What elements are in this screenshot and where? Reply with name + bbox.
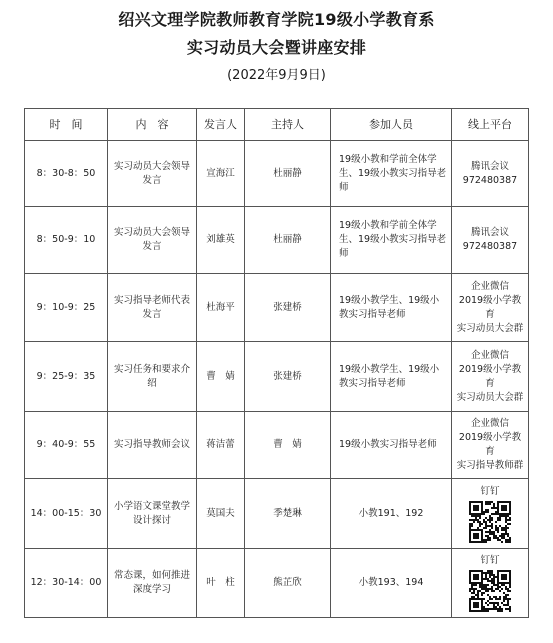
cell-time-text: 9：25-9：35 <box>36 370 96 382</box>
cell-participants-text: 19级小教和学前全体学生、19级小教实习指导老师 <box>339 220 447 259</box>
cell-participants-text: 19级小教学生、19级小教实习指导老师 <box>339 363 440 389</box>
cell-speaker-text: 曹 婧 <box>206 370 235 382</box>
cell-speaker <box>197 549 245 618</box>
cell-platform-text: 腾讯会议 972480387 <box>462 160 518 186</box>
cell-host-text: 杜丽静 <box>273 234 302 245</box>
cell-content-text: 实习动员大会领导发言 <box>113 227 190 252</box>
cell-host <box>245 274 331 342</box>
cell-content <box>108 207 197 274</box>
cell-content <box>108 479 197 549</box>
cell-participants <box>331 479 452 549</box>
cell-content <box>108 412 197 479</box>
table-row <box>25 207 529 274</box>
cell-content-text: 实习任务和要求介绍 <box>113 363 190 389</box>
column-header-time: 时 间 <box>25 109 108 141</box>
cell-platform <box>452 549 529 618</box>
qr-code-icon <box>469 570 511 612</box>
cell-time-text: 9：40-9：55 <box>36 439 96 450</box>
table-row <box>25 412 529 479</box>
cell-participants <box>331 141 452 207</box>
cell-participants-text: 19级小教学生、19级小教实习指导老师 <box>339 294 440 320</box>
cell-speaker-text: 叶 柱 <box>206 577 235 588</box>
cell-platform-text: 腾讯会议 972480387 <box>462 227 518 252</box>
cell-speaker <box>197 412 245 479</box>
cell-speaker-text: 刘雄英 <box>206 234 235 245</box>
cell-participants <box>331 412 452 479</box>
cell-platform <box>452 342 529 412</box>
cell-platform-text: 企业微信 2019级小学教育 实习动员大会群 <box>456 280 524 334</box>
cell-speaker <box>197 342 245 412</box>
cell-speaker <box>197 479 245 549</box>
cell-content <box>108 549 197 618</box>
cell-host <box>245 342 331 412</box>
cell-time-text: 8：30-8：50 <box>36 167 96 179</box>
cell-participants <box>331 207 452 274</box>
cell-speaker-text: 蒋洁蕾 <box>206 439 235 450</box>
cell-content-text: 常态课，如何推进深度学习 <box>113 570 190 595</box>
cell-host <box>245 479 331 549</box>
table-row <box>25 549 529 618</box>
cell-host-text: 杜丽静 <box>273 167 302 179</box>
schedule-table <box>24 108 529 618</box>
cell-speaker <box>197 207 245 274</box>
table-row <box>25 342 529 412</box>
cell-content <box>108 342 197 412</box>
cell-speaker-text: 杜海平 <box>206 301 235 313</box>
cell-participants <box>331 342 452 412</box>
column-header-content: 内 容 <box>108 109 197 141</box>
cell-time <box>25 479 108 549</box>
cell-participants-text: 19级小教和学前全体学生、19级小教实习指导老师 <box>339 153 447 193</box>
cell-platform <box>452 274 529 342</box>
cell-speaker <box>197 141 245 207</box>
cell-platform <box>452 412 529 479</box>
cell-speaker-text: 宣海江 <box>206 167 235 179</box>
cell-time-text: 9：10-9：25 <box>36 301 96 313</box>
cell-platform <box>452 479 529 549</box>
cell-time <box>25 549 108 618</box>
cell-content-text: 实习动员大会领导发言 <box>113 160 190 186</box>
table-header-row <box>25 109 529 141</box>
page-title: 绍兴文理学院教师教育学院19级小学教育系 <box>118 10 435 29</box>
cell-time-text: 12：30-14：00 <box>30 577 102 588</box>
platform-label: 钉钉 <box>480 485 500 497</box>
cell-content-text: 实习指导教师会议 <box>113 439 190 450</box>
cell-host <box>245 207 331 274</box>
cell-content <box>108 274 197 342</box>
cell-speaker <box>197 274 245 342</box>
cell-participants-text: 小教193、194 <box>358 577 424 588</box>
cell-host <box>245 412 331 479</box>
cell-content-text: 实习指导老师代表发言 <box>113 294 190 320</box>
cell-speaker-text: 莫国夫 <box>206 507 235 519</box>
cell-participants <box>331 549 452 618</box>
table-row <box>25 479 529 549</box>
cell-time-text: 14：00-15：30 <box>30 507 102 519</box>
cell-content-text: 小学语文课堂教学设计探讨 <box>113 500 190 526</box>
table-row <box>25 274 529 342</box>
table-row <box>25 141 529 207</box>
cell-time <box>25 412 108 479</box>
cell-platform-text: 企业微信 2019级小学教育 实习动员大会群 <box>456 349 524 403</box>
cell-host-text: 曹 婧 <box>273 439 302 450</box>
cell-host-text: 季楚琳 <box>273 507 302 519</box>
page-subtitle: 实习动员大会暨讲座安排 <box>186 38 367 57</box>
cell-time <box>25 141 108 207</box>
cell-host-text: 熊芷欣 <box>273 577 302 588</box>
cell-host <box>245 141 331 207</box>
cell-platform <box>452 141 529 207</box>
cell-content <box>108 141 197 207</box>
cell-host-text: 张建桥 <box>273 370 302 382</box>
column-header-host: 主持人 <box>245 109 331 141</box>
cell-platform <box>452 207 529 274</box>
column-header-speaker: 发言人 <box>197 109 245 141</box>
column-header-participants: 参加人员 <box>331 109 452 141</box>
column-header-platform: 线上平台 <box>452 109 529 141</box>
qr-code-icon <box>469 501 511 543</box>
cell-host <box>245 549 331 618</box>
cell-participants-text: 小教191、192 <box>358 507 424 519</box>
cell-participants <box>331 274 452 342</box>
cell-time-text: 8：50-9：10 <box>36 234 96 245</box>
cell-participants-text: 19级小教实习指导老师 <box>339 439 437 450</box>
cell-platform-text: 企业微信 2019级小学教育 实习指导教师群 <box>456 418 524 471</box>
cell-time <box>25 207 108 274</box>
cell-time <box>25 274 108 342</box>
cell-host-text: 张建桥 <box>273 301 302 313</box>
cell-time <box>25 342 108 412</box>
platform-label: 钉钉 <box>480 555 500 566</box>
page-date: (2022年9月9日) <box>227 68 326 83</box>
